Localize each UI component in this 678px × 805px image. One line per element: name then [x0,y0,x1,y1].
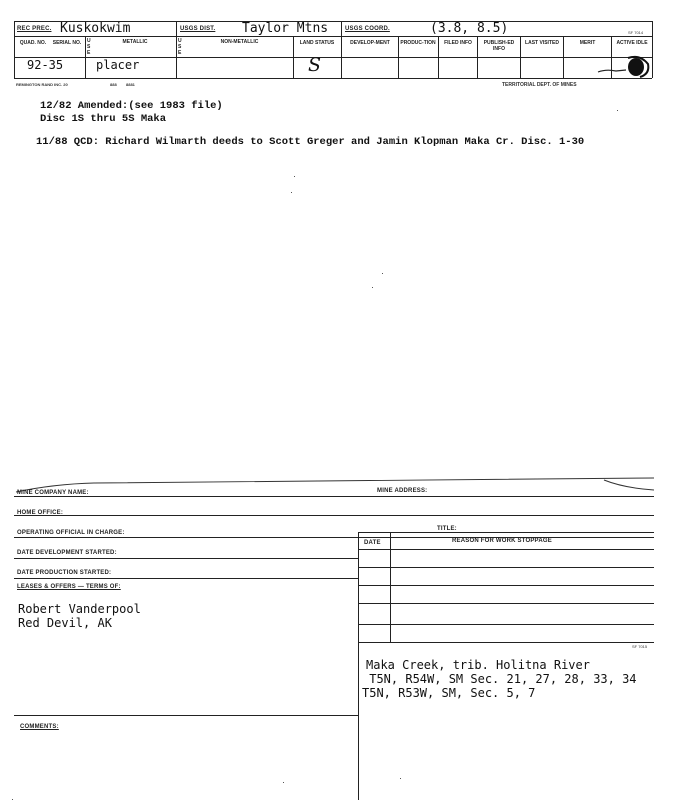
quad-no-label: QUAD. NO. [19,40,47,46]
top-form-code: SF 7014 [628,30,644,35]
bottom-form-code: SF 7015 [632,644,648,649]
leases-offers-label: LEASES & OFFERS — TERMS OF: [17,584,121,590]
location-line-2: T5N, R54W, SM Sec. 21, 27, 28, 33, 34 [362,672,637,686]
rec-prec-label: REC PREC. [17,26,52,32]
land-status-label: LAND STATUS [299,40,335,46]
usgs-coord-label: USGS COORD. [345,26,390,32]
filed-info-label: FILED INFO [444,40,472,46]
card-edge-decoration [14,474,656,496]
use-col-2-b: S [178,44,182,50]
home-office-label: HOME OFFICE: [17,510,64,516]
top-footer-code-2: 8881 [126,82,135,87]
leases-location: Red Devil, AK [18,616,112,630]
merit-label: MERIT [579,40,596,46]
top-footer-code-1: 888 [110,82,117,87]
location-line-1: Maka Creek, trib. Holitna River [366,658,590,672]
active-idle-label: ACTIVE IDLE [616,40,648,46]
mine-address-label: MINE ADDRESS: [377,488,428,494]
land-status-value: S [308,54,322,76]
title-label: TITLE: [437,526,457,532]
date-development-label: DATE DEVELOPMENT STARTED: [17,550,117,556]
production-label: PRODUC-TION [400,40,436,46]
development-label: DEVELOP-MENT [350,40,390,46]
non-metallic-label: NON-METALLIC [220,39,259,45]
leases-name: Robert Vanderpool [18,602,141,616]
handwritten-scribble-icon [596,52,652,80]
note-qcd: 11/88 QCD: Richard Wilmarth deeds to Scott Greger and Jamin Klopman Maka Cr. Disc. 1-30 [36,136,585,148]
reason-stoppage-label: REASON FOR WORK STOPPAGE [452,538,552,544]
use-col-1-b: U [178,38,182,44]
top-footer-right: TERRITORIAL DEPT. OF MINES [502,82,577,88]
quad-serial-value: 92-35 [27,58,64,72]
use-col-3: E [87,50,91,56]
published-info-label: PUBLISH-ED INFO [483,40,515,52]
use-col-3-b: E [178,50,182,56]
note-discs: Disc 1S thru 5S Maka [40,113,167,125]
operating-official-label: OPERATING OFFICIAL IN CHARGE: [17,530,125,536]
use-col-1: U [87,38,91,44]
use-col-2: S [87,44,91,50]
rec-prec-value: Kuskokwim [60,21,131,36]
top-footer-left: REMINGTON RAND INC. 20 [16,82,68,87]
mine-company-name-label: MINE COMPANY NAME: [17,490,89,496]
usgs-dist-value: Taylor Mtns [242,21,329,36]
last-visited-label: LAST VISITED [525,40,559,46]
note-amended: 12/82 Amended:(see 1983 file) [40,100,223,112]
date-production-label: DATE PRODUCTION STARTED: [17,570,112,576]
serial-no-label: SERIAL NO. [52,40,82,46]
metallic-value: placer [96,58,140,72]
usgs-coord-value: (3.8, 8.5) [430,21,509,36]
location-line-3: T5N, R53W, SM, Sec. 5, 7 [362,686,536,700]
comments-label: COMMENTS: [20,724,59,730]
usgs-dist-label: USGS DIST. [180,26,216,32]
metallic-label: METALLIC [122,39,148,45]
date-col-label: DATE [364,540,381,546]
